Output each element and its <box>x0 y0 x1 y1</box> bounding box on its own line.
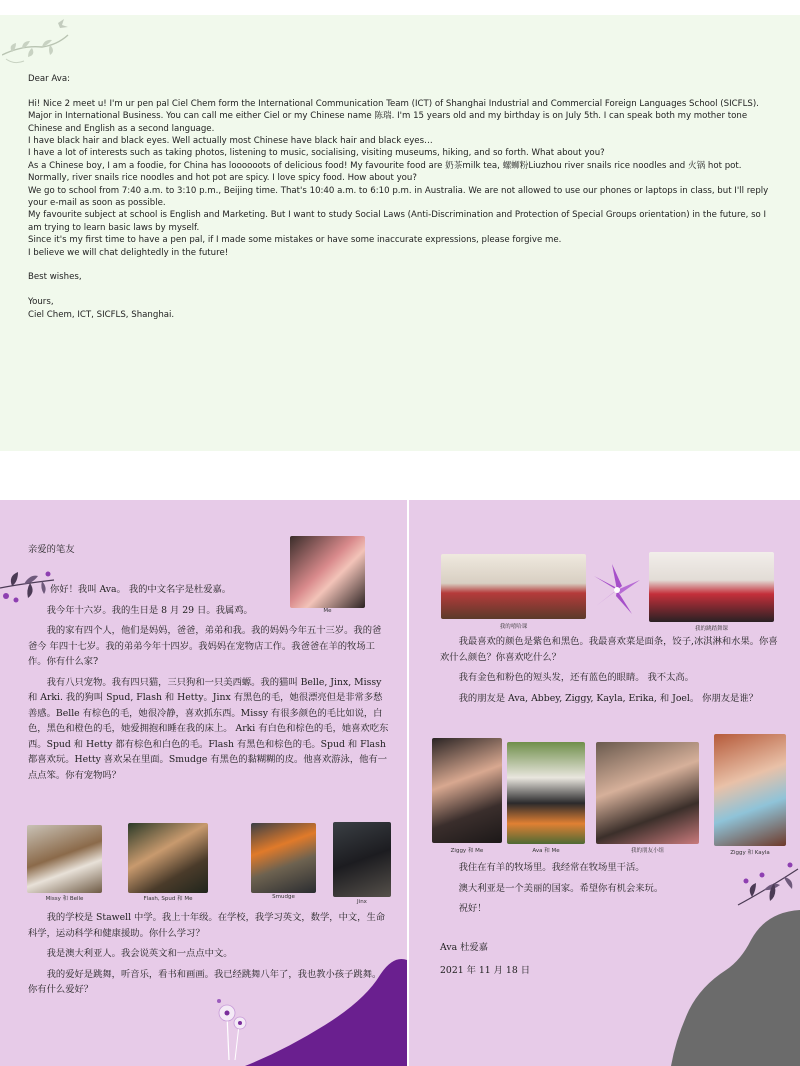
pet-caption: Jinx <box>357 899 367 905</box>
english-letter-body <box>28 73 773 321</box>
purple-corner-shape <box>245 955 407 1066</box>
paragraph-australia: 澳大利亚是一个美丽的国家。希望你有机会来玩。 <box>458 882 664 894</box>
paragraph-school: 我的学校是 Stawell 中学。我上十年级。在学校，我学习英文，数学，中文，生命科学，运动科学和健康援助。你什么学习？ <box>28 912 386 939</box>
leaf-branch-icon <box>734 855 800 915</box>
paragraph-family: 我的家有四个人，他们是妈妈，爸爸，弟弟和我。我的妈妈今年五十三岁。我的爸爸今 年四十七岁。我的弟弟今年十四岁。我妈妈在宠物店工作。我爸爸在羊的牧场工作。你有什么家? <box>28 625 382 667</box>
salutation: 亲爱的笔友 <box>28 544 75 555</box>
paragraph-colors-food: 我最喜欢的颜色是紫色和黑色。我最喜欢菜是面条，饺子,冰淇淋和水果。你喜欢什么颜色？你喜欢吃什么？ <box>440 636 778 663</box>
friend-group-photo <box>596 742 699 844</box>
left-body-top <box>28 582 390 788</box>
letter-paragraph: Hi! Nice 2 meet u! I'm ur pen pal Ciel Chem form the International Communication Team (ICT) of Shanghai Industrial and Commercial Foreign Languages School (SICFLS). Major in International Business. You can call me either Ciel or my Chinese name 陈瑞. I'm 15 years old and my birthday is on July 5th. I can speak both my mother tone Chinese and English as a second language. <box>28 98 759 134</box>
grey-corner-shape <box>671 910 800 1066</box>
paragraph-nationality: 我是澳大利亚人。我会说英文和一点点中文。 <box>46 948 233 959</box>
pet-caption: Missy 和 Belle <box>45 896 84 902</box>
letter-paragraph: I have black hair and black eyes. Well actually most Chinese have black hair and black eyes… <box>28 136 433 147</box>
letter-signature: Ciel Chem, ICT, SICFLS, Shanghai. <box>28 309 175 320</box>
hiphop-class-photo <box>441 554 586 619</box>
letter-paragraph: Since it's my first time to have a pen pal, if I made some mistakes or have some inaccurate expressions, please forgive me. <box>28 235 562 246</box>
paragraph-hobbies: 我的爱好是跳舞，听音乐，看书和画画。我已经跳舞八年了，我也教小孩子跳舞。你有什么爱好？ <box>28 968 382 995</box>
paragraph-pets: 我有八只宠物。我有四只猫，三只狗和一只美西螈。我的猫叫 Belle, Jinx, Missy 和 Arki. 我的狗叫 Spud, Flash 和 Hetty。Jinx 有黑色的毛，她很漂亮但是非常多愁善感。Belle 有棕色的毛，她很冷静，喜欢抓东西。Missy 有很多颜色的毛比如说，白色，黑色和橙色的毛，她爱拥抱和睡在我的床上。 Arki 有白色和棕色的毛，她喜欢吃东西。Spud 和 Hetty 都有棕色和白色的毛。Flash 有黑色和棕色的毛。Spud 和 Flash 都喜欢玩。Hetty 喜欢呆在里面。Smudge 有黑色的黏糊糊的皮。他喜欢游泳，他有一点点笨。你有宠物吗？ <box>28 676 389 781</box>
paragraph-farm: 我住在有羊的牧场里。我经常在牧场里干活。 <box>458 862 645 873</box>
letter-yours: Yours, <box>28 297 54 308</box>
english-letter-panel <box>0 15 800 451</box>
branch-bird-icon <box>2 15 72 79</box>
pet-photo-smudge <box>251 823 316 893</box>
purple-flower-icon <box>592 560 642 618</box>
tap-class-photo <box>649 552 774 622</box>
chinese-letter-right-page <box>409 500 800 1066</box>
pet-photo-jinx <box>333 822 391 897</box>
chinese-letter-left-page <box>0 500 407 1066</box>
letter-closing: Best wishes, <box>28 272 82 283</box>
pet-caption: Flash, Spud 和 Me <box>143 896 193 902</box>
letter-paragraph: My favourite subject at school is English and Marketing. But I want to study Social Laws (Anti-Discrimination and Protection of Special Groups orientation) in the future, so I am trying to learn basic laws by myself. <box>28 210 767 233</box>
pet-caption: Smudge <box>272 894 295 900</box>
me-caption: Me <box>323 608 332 614</box>
paragraph-intro: 你好！我叫 Ava。 我的中文名字是杜爱嘉。 <box>50 584 232 595</box>
photo-caption: 我的嘻哈课 <box>499 624 528 630</box>
pet-photo-flash-spud <box>128 823 208 893</box>
paragraph-appearance: 我有金色和粉色的短头发，还有蓝色的眼睛。 我不太高。 <box>458 672 694 683</box>
photo-caption: 我的跳踏舞课 <box>694 626 728 632</box>
pet-photo-missy-belle <box>27 825 102 893</box>
letter-paragraph: I have a lot of interests such as taking photos, listening to music, socialising, visiting museums, hiking, and so forth. What about you? <box>28 148 605 159</box>
friend-caption: Ziggy 和 Me <box>450 848 484 854</box>
right-body-top <box>440 634 785 711</box>
friend-photo-ziggy <box>432 738 502 843</box>
friend-caption: 我的朋友小组 <box>630 848 664 854</box>
friend-photo-ava <box>507 742 585 844</box>
signature: Ava 杜爱嘉 <box>440 942 488 953</box>
paragraph-age: 我今年十六岁。我的生日是 8 月 29 日。我属鸡。 <box>46 604 253 616</box>
friend-caption: Ziggy 和 Kayla <box>730 850 770 856</box>
letter-greeting: Dear Ava: <box>28 74 71 84</box>
friend-photo-ziggy-kayla <box>714 734 786 846</box>
letter-paragraph: I believe we will chat delightedly in the future! <box>28 247 229 258</box>
letter-date: 2021 年 11 月 18 日 <box>440 965 530 976</box>
paragraph-wishes: 祝好！ <box>458 903 487 914</box>
letter-paragraph: We go to school from 7:40 a.m. to 3:10 p.m., Beijing time. That's 10:40 a.m. to 6:10 p.m. in Australia. We are not allowed to use our phones or laptops in class, but I'll reply your e-mail as soon as possible. <box>28 185 769 209</box>
letter-paragraph: As a Chinese boy, I am a foodie, for China has loooooots of delicious food! My favourite food are 奶茶milk tea, 螺蛳粉Liuzhou river snails rice noodles and 火锅 hot pot. Normally, river snails rice noodles and hot pot are spicy. I love spicy food. How about you? <box>28 160 742 184</box>
friend-caption: Ava 和 Me <box>532 848 560 854</box>
paragraph-friends: 我的朋友是 Ava, Abbey, Ziggy, Kayla, Erika, 和 Joel。 你朋友是谁？ <box>458 692 758 704</box>
